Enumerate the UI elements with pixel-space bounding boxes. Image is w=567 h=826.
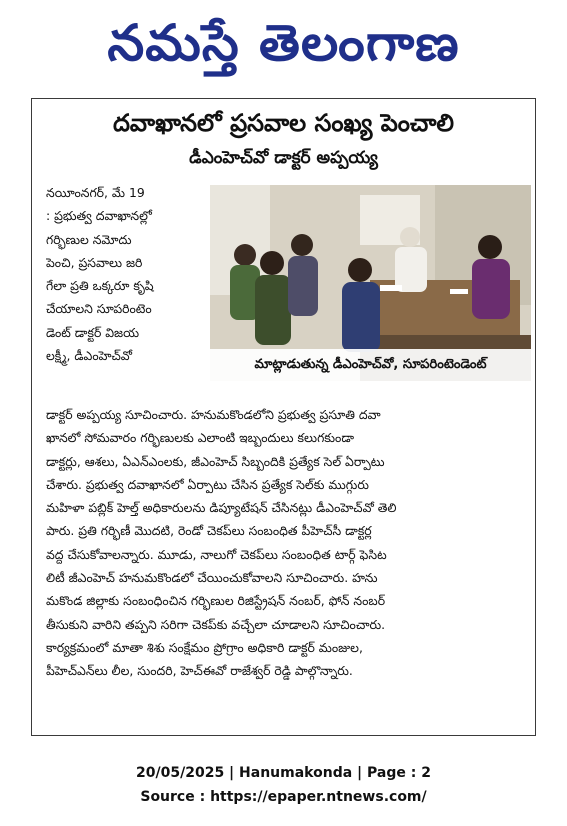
text-line: డెంట్ డాక్టర్ విజయ xyxy=(46,324,140,340)
text-line: వద్ద చేసుకోవాలన్నారు. మూడు, నాలుగో చెకప్‌లు సంబంధిత టార్గ్ ఫెసిట xyxy=(46,546,387,562)
text-line: నయీంనగర్, మే 19 xyxy=(46,185,145,200)
text-line: డాక్టర్ అప్పయ్య సూచించారు. హనుమకొండలోని ప్రభుత్వ ప్రసూతి దవా xyxy=(46,407,381,422)
text-line: మకొండ జిల్లాకు సంబంధించిన గర్భిణుల రిజిస్ట్రేషన్ నంబర్, ఫోన్ నంబర్ xyxy=(46,593,386,609)
footer-date-edition: 20/05/2025 | Hanumakonda | Page : 2 xyxy=(136,765,431,781)
text-line: డాక్టర్లు, ఆశలు, ఏఎన్ఎంలకు, జీఎంహెచ్ సిబ్బందికి ప్రత్యేక సెల్ ఏర్పాటు xyxy=(46,453,385,469)
text-line: చేయాలని సూపరింటెం xyxy=(46,301,152,317)
article-headline: దవాఖానలో ప్రసవాల సంఖ్య పెంచాలి xyxy=(112,109,455,137)
text-line: కార్యక్రమంలో మాతా శిశు సంక్షేమం ప్రోగ్రాం అధికారి డాక్టర్ మంజుల, xyxy=(46,639,363,655)
text-line: : ప్రభుత్వ దవాఖానల్లో xyxy=(46,208,152,224)
text-line: పెంచి, ప్రసవాలు జరి xyxy=(46,254,143,270)
text-line: మహిళా పబ్లిక్ హెల్త్ అధికారులను డిప్యూటేషన్ చేసినట్లు డీఎంహెచ్‌వో తెలి xyxy=(46,500,397,516)
article-column-text xyxy=(46,181,204,367)
article-subheadline: డీఎంహెచ్‌వో డాక్టర్ అప్పయ్య xyxy=(189,148,378,168)
footer-source-link[interactable]: Source : https://epaper.ntnews.com/ xyxy=(140,789,427,805)
text-line: ఖానలో సోమవారం గర్భిణులకు ఎలాంటి ఇబ్బందులు కలుగకుండా xyxy=(46,430,354,446)
photo-caption: మాట్లాడుతున్న డీఎంహెచ్‌వో, సూపరింటెండెంట్ xyxy=(210,349,531,381)
text-line: పారు. ప్రతి గర్భిణీ మొదటి, రెండో చెకప్‌లు సంబంధిత పీహెచ్‌సీ డాక్టర్ల xyxy=(46,523,372,539)
text-line: చేశారు. ప్రభుత్వ దవాఖానలో ఏర్పాటు చేసిన ప్రత్యేక సెల్‌కు ముగ్గురు xyxy=(46,476,369,492)
text-line: లిటీ జీఎంహెచ్ హనుమకొండలో చేయించుకోవాలని సూచించారు. హను xyxy=(46,570,378,586)
text-line: పీహెచ్ఎన్‌లు లీల, సుందరి, హెచ్ఈవో రాజేశ్వర్ రెడ్డి పాల్గొన్నారు. xyxy=(46,663,353,679)
text-line: గేలా ప్రతి ఒక్కరూ కృషి xyxy=(46,278,154,294)
text-line: గర్భిణుల నమోదు xyxy=(46,231,132,247)
text-line: లక్ష్మీ, డీఎంహెచ్‌వో xyxy=(46,348,133,364)
newspaper-masthead: నమస్తే తెలంగాణ xyxy=(107,14,460,72)
text-line: తీసుకుని వారిని తప్పని సరిగా చెకప్‌కు వచ్చేలా చూడాలని సూచించారు. xyxy=(46,616,386,632)
article-body-text xyxy=(46,403,524,683)
